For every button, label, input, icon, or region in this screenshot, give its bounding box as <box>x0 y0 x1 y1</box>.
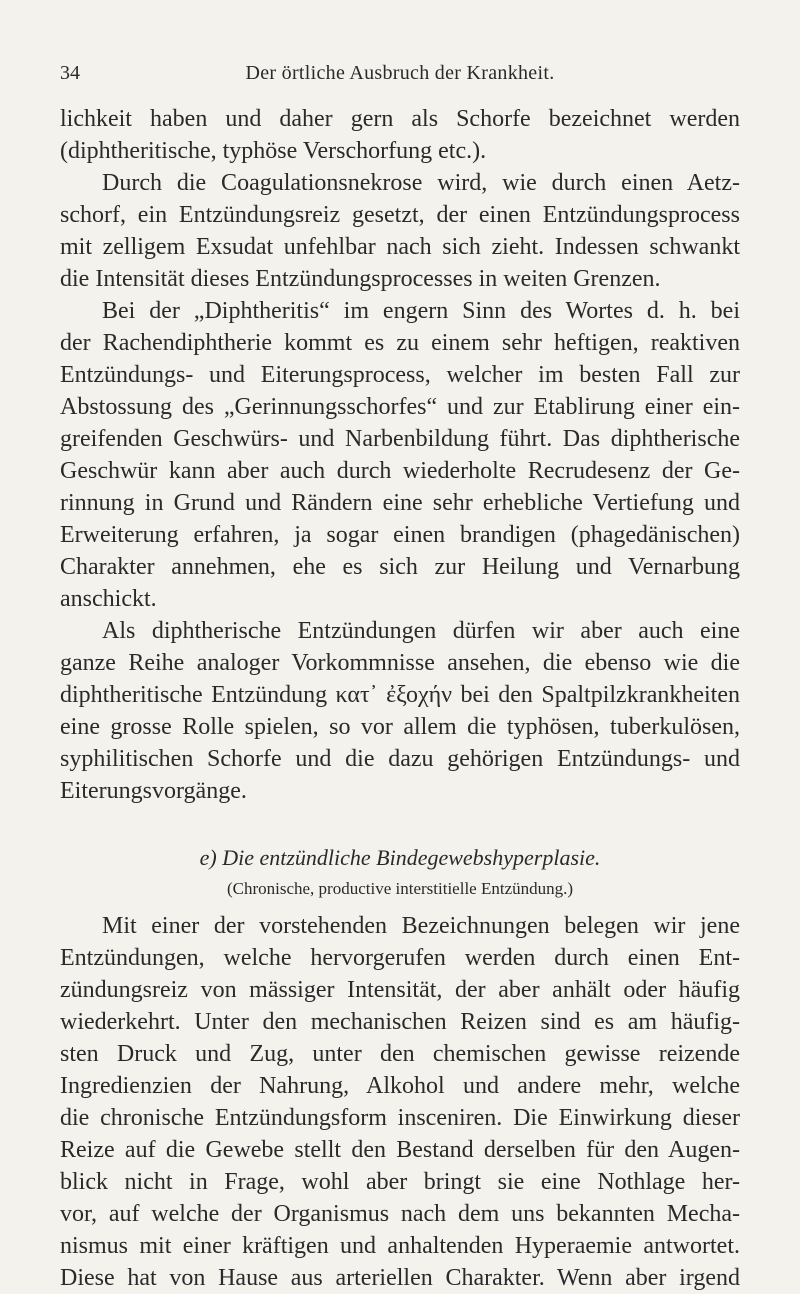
text-line: Reize auf die Gewebe stellt den Bestand derselben für den Augen- <box>60 1137 740 1163</box>
text-line: ganze Reihe analoger Vorkommnisse ansehen, die ebenso wie die <box>60 650 740 676</box>
text-line: Geschwür kann aber auch durch wiederholte Recrudesenz der Ge- <box>60 458 740 484</box>
text-line: sten Druck und Zug, unter den chemischen gewisse reizende <box>60 1041 740 1067</box>
text-line: Entzündungen, welche hervorgerufen werden durch einen Ent- <box>60 945 740 971</box>
section-heading: e) Die entzündliche Bindegewebshyperplasie. <box>199 845 601 870</box>
text-line: zündungsreiz von mässiger Intensität, der aber anhält oder häufig <box>60 977 740 1003</box>
text-line: syphilitischen Schorfe und die dazu gehörigen Entzündungs- und <box>60 746 740 772</box>
text-line: Ingredienzien der Nahrung, Alkohol und andere mehr, welche <box>60 1073 740 1099</box>
text-line: (diphtheritische, typhöse Verschorfung etc.). <box>60 138 487 164</box>
text-line: die chronische Entzündungsform insceniren. Die Einwirkung dieser <box>60 1105 740 1131</box>
text-line: Eiterungsvorgänge. <box>60 778 247 804</box>
text-line: Abstossung des „Gerinnungsschorfes“ und zur Etablirung einer ein- <box>60 394 740 420</box>
text-line: wiederkehrt. Unter den mechanischen Reizen sind es am häufig- <box>60 1009 740 1035</box>
paragraph-start: Mit einer der vorstehenden Bezeichnungen belegen wir jene <box>102 913 740 939</box>
text-line: Erweiterung erfahren, ja sogar einen brandigen (phagedänischen) <box>60 522 740 548</box>
paragraph-start: Als diphtherische Entzündungen dürfen wir aber auch eine <box>102 618 740 644</box>
text-line: Diese hat von Hause aus arteriellen Charakter. Wenn aber irgend <box>60 1265 740 1291</box>
text-line: rinnung in Grund und Rändern eine sehr erhebliche Vertiefung und <box>60 490 740 516</box>
text-line: nismus mit einer kräftigen und anhaltenden Hyperaemie antwortet. <box>60 1233 740 1259</box>
page-header <box>60 62 740 92</box>
text-line: die Intensität dieses Entzündungsprocesses in weiten Grenzen. <box>60 266 661 292</box>
text-line: vor, auf welche der Organismus nach dem uns bekannten Mecha- <box>60 1201 740 1227</box>
text-line: mit zelligem Exsudat unfehlbar nach sich zieht. Indessen schwankt <box>60 234 740 260</box>
text-line: anschickt. <box>60 586 157 612</box>
section-subheading: (Chronische, productive interstitielle Entzündung.) <box>226 879 574 898</box>
paragraph-start: Durch die Coagulationsnekrose wird, wie durch einen Aetz- <box>102 170 740 196</box>
text-line: eine grosse Rolle spielen, so vor allem die typhösen, tuberkulösen, <box>60 714 740 740</box>
text-line: Charakter annehmen, ehe es sich zur Heilung und Vernarbung <box>60 554 740 580</box>
text-line: Entzündungs- und Eiterungsprocess, welcher im besten Fall zur <box>60 362 740 388</box>
text-line: diphtheritische Entzündung κατ᾽ ἐξοχήν bei den Spaltpilzkrankheiten <box>60 682 740 708</box>
page-body <box>60 103 740 1294</box>
text-line: blick nicht in Frage, wohl aber bringt sie eine Nothlage her- <box>60 1169 740 1195</box>
text-line: lichkeit haben und daher gern als Schorfe bezeichnet werden <box>60 106 740 132</box>
text-line: greifenden Geschwürs- und Narbenbildung führt. Das diphtherische <box>60 426 740 452</box>
paragraph-start: Bei der „Diphtheritis“ im engern Sinn des Wortes d. h. bei <box>102 298 740 324</box>
page-number: 34 <box>60 62 80 84</box>
running-head: Der örtliche Ausbruch der Krankheit. <box>245 62 555 84</box>
text-line: der Rachendiphtherie kommt es zu einem sehr heftigen, reaktiven <box>60 330 740 356</box>
text-line: schorf, ein Entzündungsreiz gesetzt, der einen Entzündungsprocess <box>60 202 740 228</box>
section-spacer <box>60 807 740 842</box>
